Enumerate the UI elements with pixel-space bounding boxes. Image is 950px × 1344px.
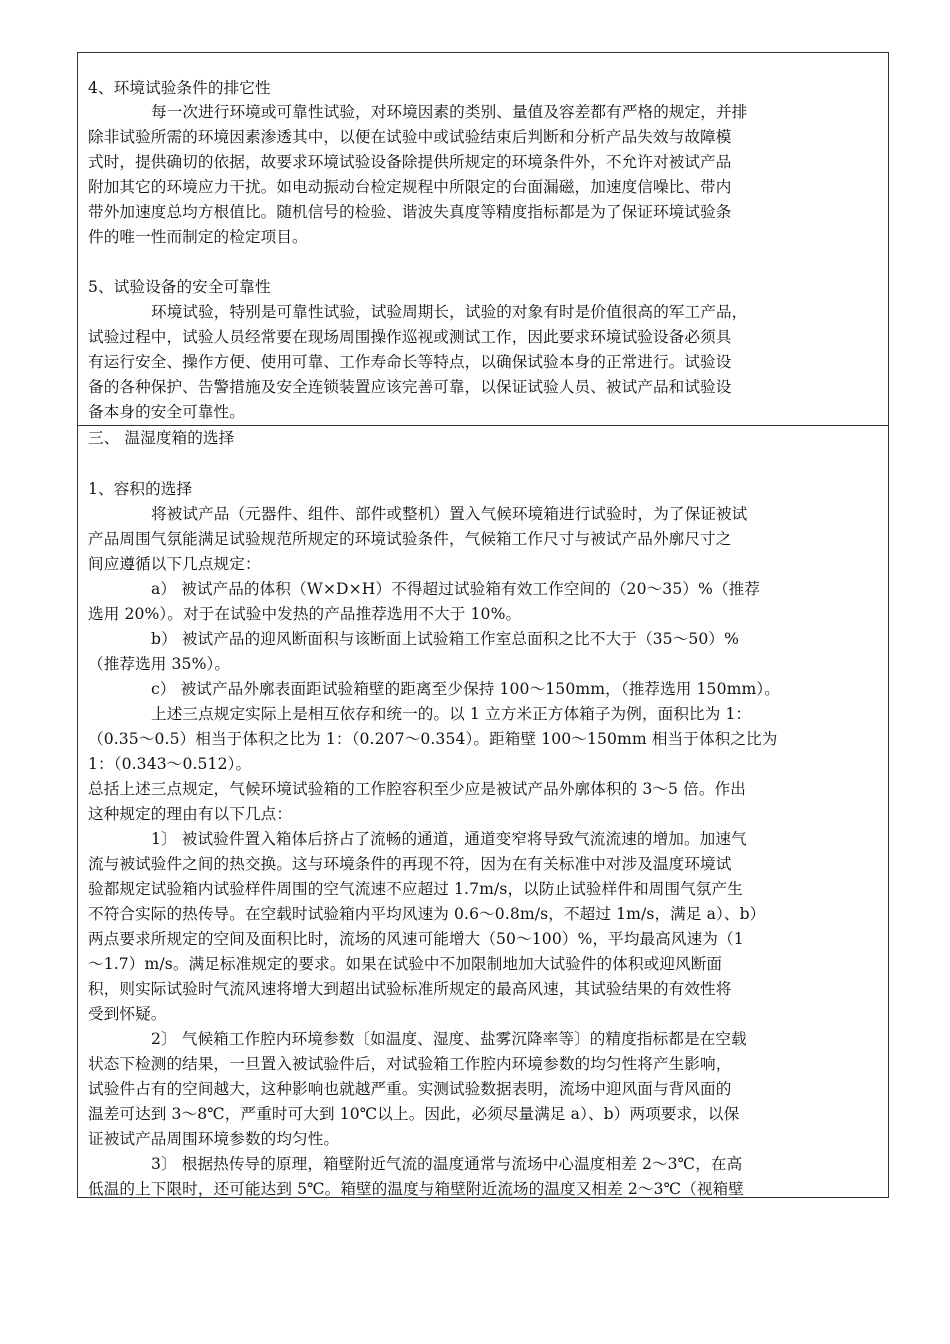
document-table-frame [77, 52, 889, 1198]
table-row-divider [77, 425, 889, 426]
paragraph-line: 低温的上下限时，还可能达到 5℃。箱壁的温度与箱壁附近流场的温度又相差 2～3℃（视箱壁 [88, 1180, 744, 1198]
paragraph-line: 这种规定的理由有以下几点： [88, 805, 293, 823]
paragraph-line: 件的唯一性而制定的检定项目。 [88, 228, 308, 246]
list-item-a: a） 被试产品的体积（W×D×H）不得超过试验箱有效工作空间的（20～35）%（推荐 [151, 580, 761, 598]
paragraph-line: 有运行安全、操作方便、使用可靠、工作寿命长等特点，以确保试验本身的正常进行。试验设 [88, 353, 732, 371]
paragraph-line: ～1.7）m/s。满足标准规定的要求。如果在试验中不加限制地加大试验件的体积或迎风断面 [88, 955, 723, 973]
paragraph-line: 受到怀疑。 [88, 1005, 167, 1023]
paragraph-line: 除非试验所需的环境因素渗透其中，以便在试验中或试验结束后判断和分析产品失效与故障模 [88, 128, 732, 146]
paragraph-line: 证被试产品周围环境参数的均匀性。 [88, 1130, 340, 1148]
paragraph-line: 验都规定试验箱内试验样件周围的空气流速不应超过 1.7m/s，以防止试验样件和周围气氛产生 [88, 880, 743, 898]
list-item-3: 3〕 根据热传导的原理，箱壁附近气流的温度通常与流场中心温度相差 2～3℃，在高 [151, 1155, 743, 1173]
section-heading-3-chamber-selection: 三、 温湿度箱的选择 [88, 429, 235, 447]
paragraph-line: 每一次进行环境或可靠性试验，对环境因素的类别、量值及容差都有严格的规定，并排 [151, 103, 748, 121]
paragraph-line: 环境试验，特别是可靠性试验，试验周期长，试验的对象有时是价值很高的军工产品， [151, 303, 748, 321]
paragraph-line: 选用 20%）。对于在试验中发热的产品推荐选用不大于 10%。 [88, 605, 522, 623]
paragraph-line: 积，则实际试验时气流风速将增大到超出试验标准所规定的最高风速，其试验结果的有效性将 [88, 980, 732, 998]
paragraph-line: 产品周围气氛能满足试验规范所规定的环境试验条件，气候箱工作尺寸与被试产品外廓尺寸之 [88, 530, 732, 548]
heading-1-volume-selection: 1、容积的选择 [88, 480, 193, 498]
paragraph-line: 试验件占有的空间越大，这种影响也就越严重。实测试验数据表明，流场中迎风面与背风面的 [88, 1080, 732, 1098]
paragraph-line: （0.35～0.5）相当于体积之比为 1：（0.207～0.354）。距箱壁 100～150mm 相当于体积之比为 [88, 730, 778, 748]
paragraph-line: 上述三点规定实际上是相互依存和统一的。以 1 立方米正方体箱子为例，面积比为 1： [151, 705, 752, 723]
paragraph-line: 温差可达到 3～8℃，严重时可大到 10℃以上。因此，必须尽量满足 a）、b）两项要求，以保 [88, 1105, 740, 1123]
paragraph-line: 试验过程中，试验人员经常要在现场周围操作巡视或测试工作，因此要求环境试验设备必须具 [88, 328, 732, 346]
paragraph-line: 两点要求所规定的空间及面积比时，流场的风速可能增大（50～100）%，平均最高风速为（1 [88, 930, 744, 948]
paragraph-line: 备的各种保护、告警措施及安全连锁装置应该完善可靠，以保证试验人员、被试产品和试验设 [88, 378, 732, 396]
paragraph-line: 状态下检测的结果，一旦置入被试验件后，对试验箱工作腔内环境参数的均匀性将产生影响， [88, 1055, 732, 1073]
paragraph-line: （推荐选用 35%）。 [88, 655, 231, 673]
list-item-2: 2〕 气候箱工作腔内环境参数〔如温度、湿度、盐雾沉降率等〕的精度指标都是在空载 [151, 1030, 747, 1048]
list-item-b: b） 被试产品的迎风断面积与该断面上试验箱工作室总面积之比不大于（35～50）% [151, 630, 740, 648]
paragraph-line: 式时，提供确切的依据，故要求环境试验设备除提供所规定的环境条件外，不允许对被试产品 [88, 153, 732, 171]
paragraph-line: 总括上述三点规定，气候环境试验箱的工作腔容积至少应是被试产品外廓体积的 3～5 倍。作出 [88, 780, 746, 798]
paragraph-line: 附加其它的环境应力干扰。如电动振动台检定规程中所限定的台面漏磁，加速度信噪比、带内 [88, 178, 732, 196]
paragraph-line: 1：（0.343～0.512）。 [88, 755, 252, 773]
list-item-c: c） 被试产品外廓表面距试验箱壁的距离至少保持 100～150mm，（推荐选用 150mm）。 [151, 680, 780, 698]
paragraph-line: 带外加速度总均方根值比。随机信号的检验、谐波失真度等精度指标都是为了保证环境试验条 [88, 203, 732, 221]
heading-4-environment-exclusivity: 4、环境试验条件的排它性 [88, 79, 271, 97]
heading-5-equipment-safety: 5、试验设备的安全可靠性 [88, 278, 271, 296]
list-item-1: 1〕 被试验件置入箱体后挤占了流畅的通道，通道变窄将导致气流流速的增加。加速气 [151, 830, 747, 848]
paragraph-line: 不符合实际的热传导。在空载时试验箱内平均风速为 0.6～0.8m/s，不超过 1m/s，满足 a）、b） [88, 905, 766, 923]
paragraph-line: 将被试产品（元器件、组件、部件或整机）置入气候环境箱进行试验时，为了保证被试 [151, 505, 748, 523]
paragraph-line: 间应遵循以下几点规定： [88, 555, 261, 573]
paragraph-line: 备本身的安全可靠性。 [88, 403, 245, 421]
paragraph-line: 流与被试验件之间的热交换。这与环境条件的再现不符，因为在有关标准中对涉及温度环境试 [88, 855, 732, 873]
